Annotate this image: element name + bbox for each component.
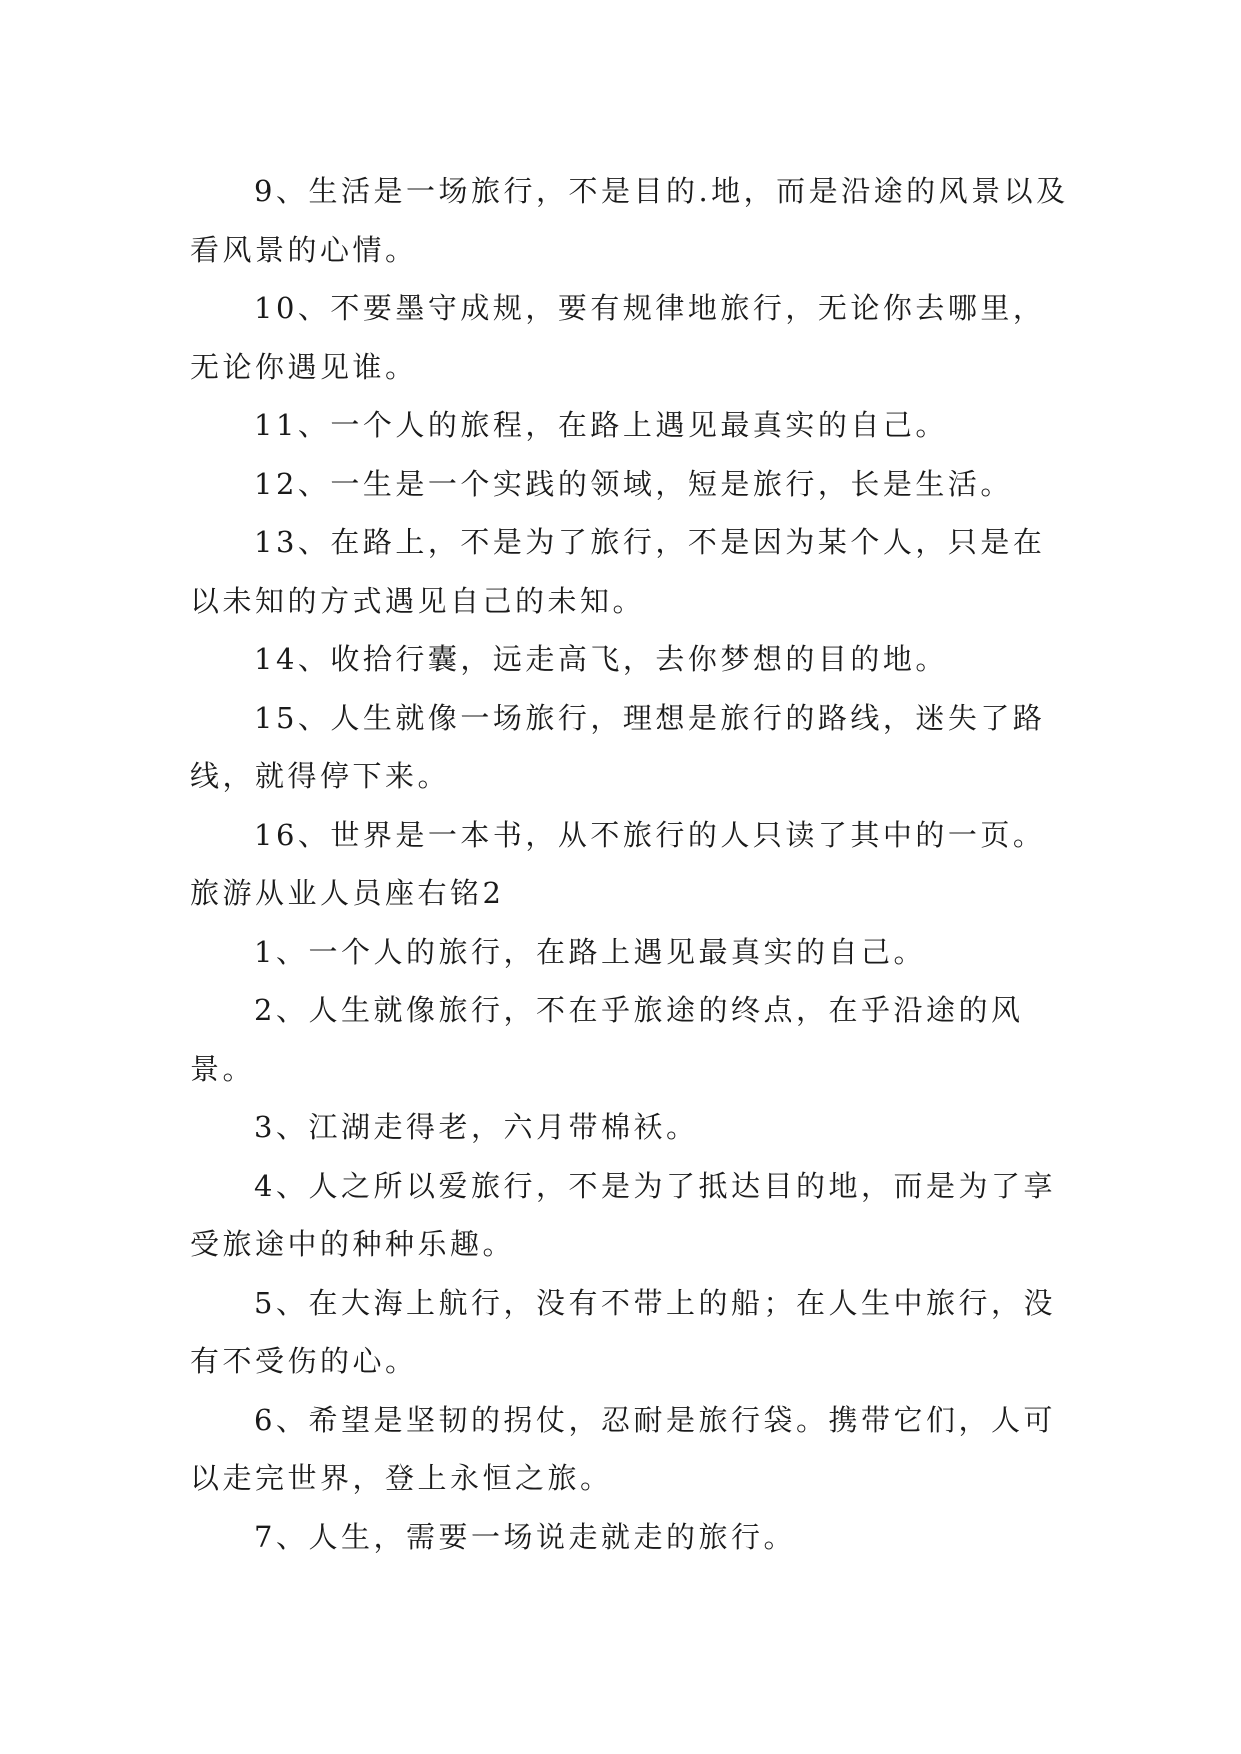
paragraph-16: 16、世界是一本书，从不旅行的人只读了其中的一页。 [254, 817, 1046, 852]
paragraph-10: 10、不要墨守成规，要有规律地旅行，无论你去哪里，无论你遇见谁。 [190, 291, 1046, 384]
paragraph-13: 13、在路上，不是为了旅行，不是因为某个人，只是在以未知的方式遇见自己的未知。 [190, 525, 1046, 618]
paragraph-9: 9、生活是一场旅行，不是目的.地，而是沿途的风景以及看风景的心情。 [190, 174, 1069, 267]
paragraph-11: 11、一个人的旅程，在路上遇见最真实的自己。 [254, 408, 948, 442]
paragraph-15: 15、人生就像一场旅行，理想是旅行的路线，迷失了路线，就得停下来。 [190, 700, 1046, 793]
section-paragraph-7: 7、人生，需要一场说走就走的旅行。 [254, 1519, 796, 1554]
document-body [190, 162, 1070, 1566]
section-paragraph-6: 6、希望是坚韧的拐仗，忍耐是旅行袋。携带它们，人可以走完世界，登上永恒之旅。 [190, 1402, 1056, 1495]
section-paragraph-1: 1、一个人的旅行，在路上遇见最真实的自己。 [254, 934, 926, 969]
section-paragraph-5: 5、在大海上航行，没有不带上的船；在人生中旅行，没有不受伤的心。 [190, 1285, 1056, 1378]
section-heading: 旅游从业人员座右铭2 [190, 876, 505, 910]
section-paragraph-4: 4、人之所以爱旅行，不是为了抵达目的地，而是为了享受旅途中的种种乐趣。 [190, 1168, 1056, 1261]
section-paragraph-3: 3、江湖走得老，六月带棉袄。 [254, 1110, 699, 1144]
paragraph-14: 14、收拾行囊，远走高飞，去你梦想的目的地。 [254, 642, 948, 676]
paragraph-12: 12、一生是一个实践的领域，短是旅行，长是生活。 [254, 466, 1013, 501]
section-paragraph-2: 2、人生就像旅行，不在乎旅途的终点，在乎沿途的风景。 [190, 993, 1024, 1086]
